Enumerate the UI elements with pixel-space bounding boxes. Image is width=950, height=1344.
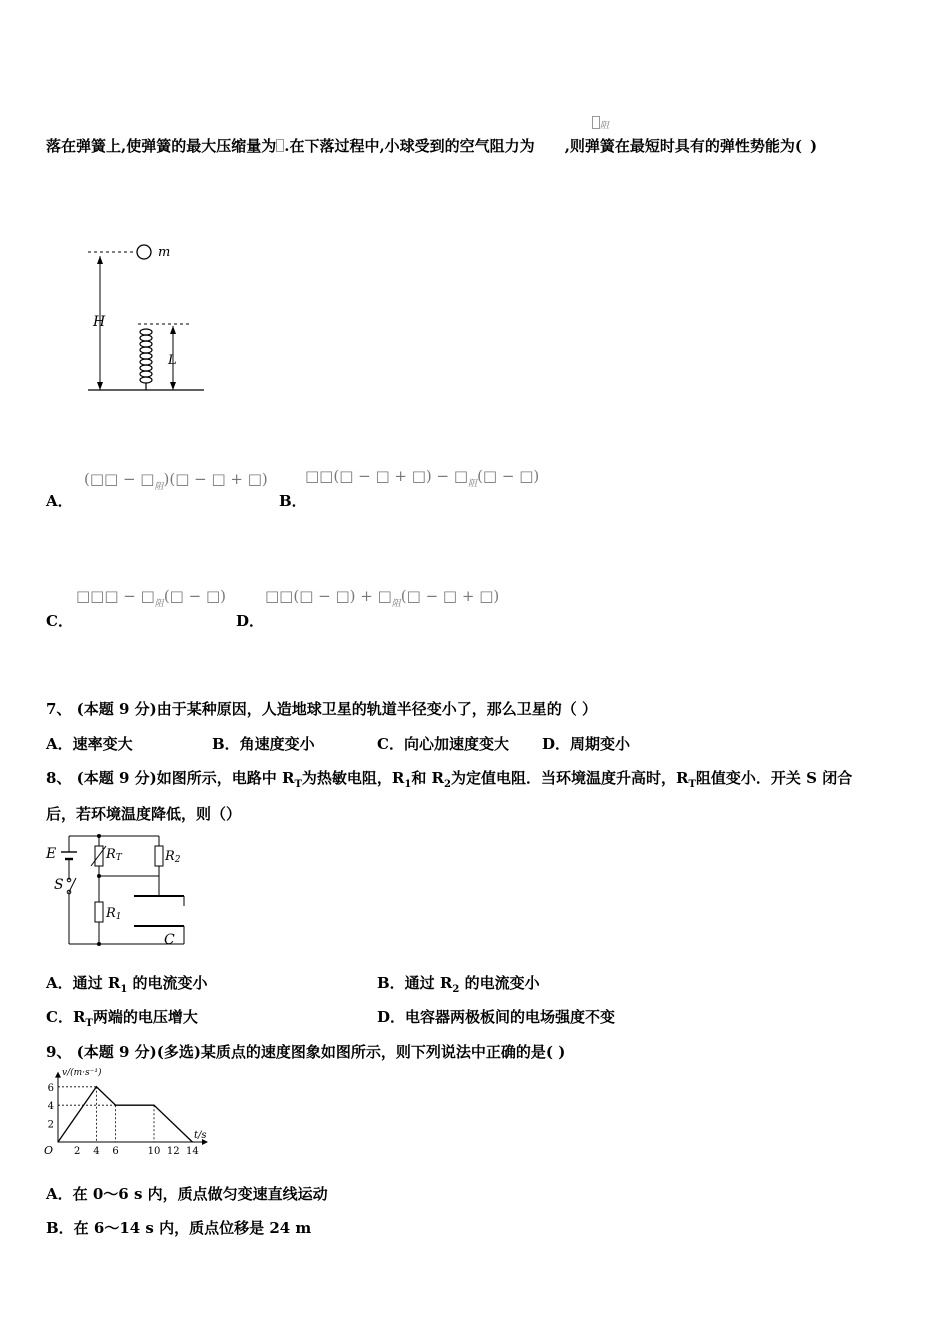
option-c-formula: [76, 587, 226, 609]
spring-coil: [140, 329, 152, 390]
q7-option-c[interactable]: C．向心加速度变大: [377, 735, 509, 753]
q8-option-c-text: 两端的电压增大: [92, 1008, 198, 1026]
option-a-label: A．: [46, 492, 73, 510]
rt-label: RT: [106, 847, 122, 863]
length-label: L: [168, 353, 177, 368]
x-tick-label: 12: [166, 1146, 180, 1157]
data-point: [192, 1141, 193, 1142]
y-axis-label: v/(m·s⁻¹): [62, 1068, 102, 1078]
q9-stem: 9、 (本题 9 分)(多选)某质点的速度图象如图所示，则下列说法中正确的是( ): [46, 1043, 566, 1061]
x-tick-label: 6: [112, 1146, 119, 1157]
option-a[interactable]: [46, 490, 73, 511]
option-b-formula: [305, 467, 539, 489]
subscript: T: [688, 779, 696, 790]
subscript: T: [85, 1018, 93, 1029]
formula-part: (□ − □): [477, 467, 540, 485]
formula-part: (□□ − □: [84, 470, 155, 488]
subscript: 1: [120, 984, 128, 995]
q8-option-c-text: C．R: [46, 1008, 86, 1026]
intro-line: [46, 135, 817, 156]
origin-label: O: [44, 1144, 53, 1157]
q7-option-b[interactable]: B．角速度变小: [212, 735, 315, 753]
subscript: 2: [452, 984, 460, 995]
intro-part4: ): [810, 137, 818, 155]
formula-sub: 阻: [468, 479, 478, 489]
q8-option-b-text: 的电流变小: [459, 974, 540, 992]
q8-option-a-text: A．通过 R: [46, 974, 121, 992]
data-point: [96, 1086, 97, 1087]
option-d-formula: [265, 587, 499, 609]
ball: [137, 245, 151, 259]
q8-option-a-text: 的电流变小: [127, 974, 208, 992]
x-tick-label: 14: [186, 1146, 199, 1157]
r1-label: R1: [106, 906, 122, 922]
formula-sub: 阻: [154, 599, 164, 609]
subscript: 2: [444, 779, 451, 790]
x-axis-label: t/s: [194, 1130, 207, 1141]
q8-stem-part: 8、 (本题 9 分)如图所示，电路中 R: [46, 769, 295, 787]
formula-part: □□(□ − □ + □) − □: [305, 467, 469, 485]
q9-option-a[interactable]: A．在 0～6 s 内，质点做匀变速直线运动: [46, 1185, 328, 1203]
option-d-label: D．: [236, 612, 265, 630]
q8-option-c[interactable]: [46, 1006, 198, 1029]
q8-option-b-text: B．通过 R: [377, 974, 453, 992]
intro-part2: .在下落过程中,小球受到的空气阻力为: [284, 137, 535, 155]
q8-option-b[interactable]: [377, 972, 540, 995]
intro-part3: ,则弹簧在最短时具有的弹性势能为(: [564, 137, 803, 155]
q7-stem: 7、 (本题 9 分)由于某种原因，人造地球卫星的轨道半径变小了，那么卫星的（ ）: [46, 700, 597, 718]
formula-sub: 阻: [391, 599, 401, 609]
mass-label: m: [158, 245, 171, 260]
q8-stem-part: 和 R: [411, 769, 445, 787]
spring-figure: [80, 238, 220, 398]
intro-part1: 落在弹簧上,使弹簧的最大压缩量为: [46, 137, 277, 155]
r2-label: R2: [165, 849, 181, 865]
q8-option-d[interactable]: D．电容器两极板间的电场强度不变: [377, 1008, 616, 1026]
formula-part: )(□ − □ + □): [163, 470, 268, 488]
option-d[interactable]: [236, 610, 264, 631]
data-point: [57, 1141, 58, 1142]
q8-stem-line1: [46, 767, 852, 790]
q9-option-b[interactable]: B．在 6～14 s 内，质点位移是 24 m: [46, 1219, 312, 1237]
q8-option-a[interactable]: [46, 972, 208, 995]
y-tick-label: 4: [47, 1101, 54, 1113]
formula-part: □□(□ − □) + □: [265, 587, 392, 605]
x-tick-label: 4: [93, 1146, 100, 1157]
option-c-label: C．: [46, 612, 73, 630]
y-axis-arrow: [55, 1072, 61, 1078]
y-tick-label: 6: [47, 1082, 54, 1094]
subscript: 1: [404, 779, 412, 790]
q7-option-a[interactable]: A．速率变大: [46, 735, 133, 753]
x-tick-label: 10: [147, 1146, 161, 1157]
option-b[interactable]: [279, 490, 307, 511]
velocity-time-chart: [44, 1066, 214, 1162]
height-label: H: [93, 314, 106, 330]
option-b-label: B．: [279, 492, 307, 510]
capacitor-label: C: [164, 932, 175, 948]
formula-sub: 阻: [154, 482, 164, 492]
option-c[interactable]: [46, 610, 73, 631]
drag-force-symbol: [592, 114, 609, 132]
q8-stem-part: 为热敏电阻，R: [301, 769, 405, 787]
q8-stem-part: 为定值电阻．当环境温度升高时，R: [451, 769, 689, 787]
circuit-diagram: [44, 832, 194, 952]
formula-part: (□ − □ + □): [400, 587, 500, 605]
option-a-formula: [84, 470, 268, 492]
switch-label: S: [54, 877, 64, 893]
y-tick-label: 2: [47, 1119, 54, 1131]
drag-subscript: 阻: [600, 121, 610, 131]
q7-option-d[interactable]: D．周期变小: [542, 735, 631, 753]
x-tick-label: 2: [74, 1146, 81, 1157]
data-point: [115, 1105, 116, 1106]
q8-stem-line2: 后，若环境温度降低，则（）: [46, 805, 242, 823]
placeholder-symbol: [592, 116, 600, 129]
battery-label: E: [46, 846, 57, 862]
series-line: [58, 1087, 192, 1142]
subscript: T: [294, 779, 302, 790]
data-point: [153, 1105, 154, 1106]
q8-stem-part: 阻值变小．开关 S 闭合: [695, 769, 853, 787]
formula-part: □□□ − □: [76, 587, 155, 605]
formula-part: (□ − □): [163, 587, 226, 605]
